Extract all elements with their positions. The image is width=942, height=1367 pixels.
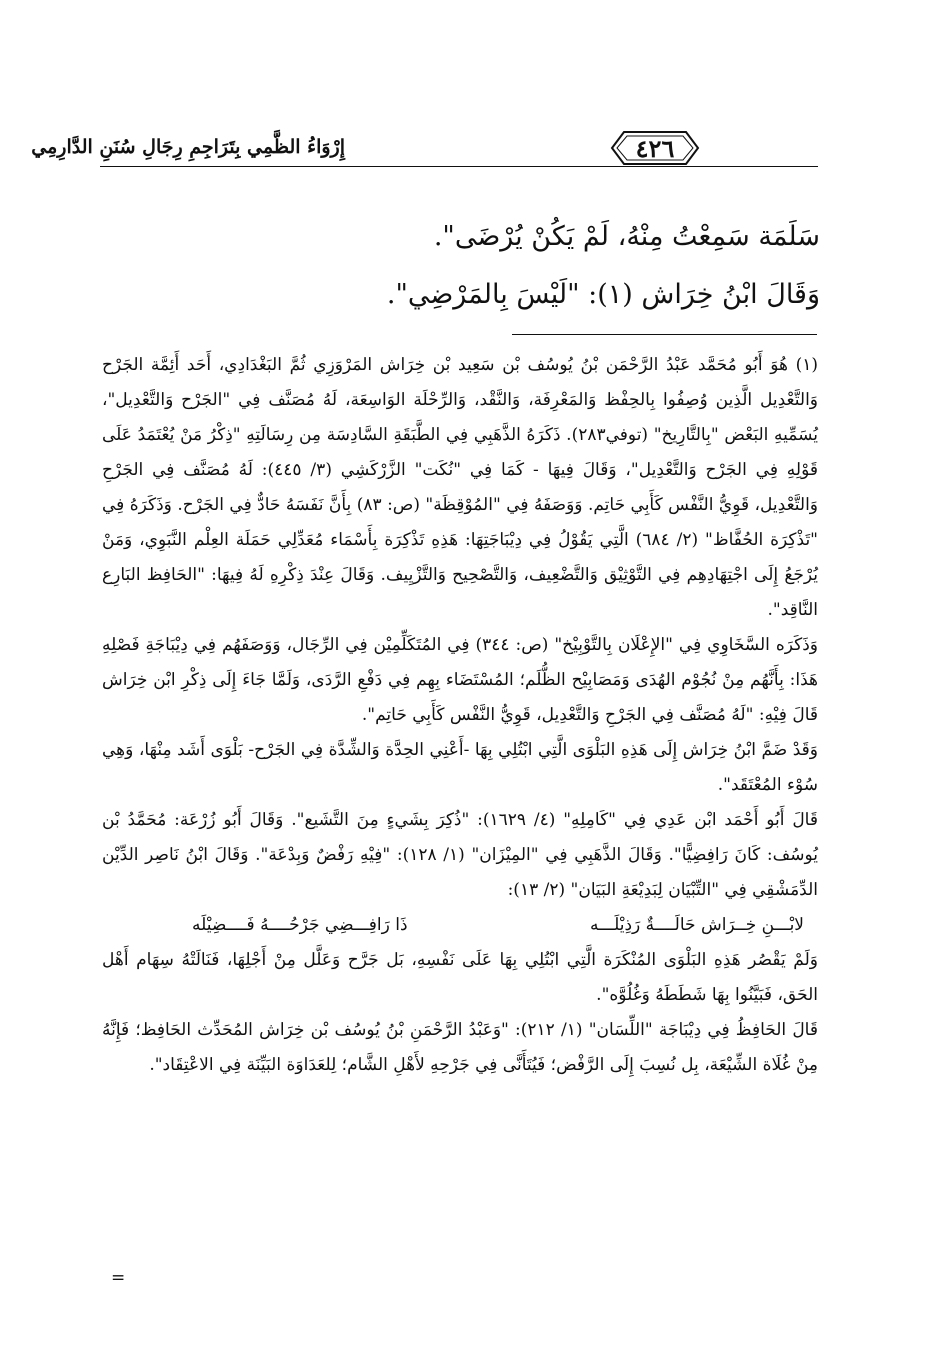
footnote-paragraph: قَالَ أَبُو أَحْمَد ابْن عَدِي فِي "كَامِلِهِ" (٤/ ١٦٢٩): "ذُكِرَ بِشَيءٍ مِنَ التَّشَيع". وَقَالَ أَبُو زُرْعَة: مُحَمَّدُ بْن يُوسُف: كَانَ رَافِضِيًّا". وَقَالَ الذَّهَبِي فِي "المِيْزَان" (١/ ١٢٨): "فِيْهِ رَفْضٌ وَبِدْعَة". وَقَالَ ابْنُ نَاصِر الدِّيْن الدِّمَشْقِي فِي "التِّبْيَان لِبَدِيْعَةِ البَيَان" (٢/ ١٣): bbox=[102, 810, 818, 900]
main-text-line: وَقَالَ ابْنُ خِرَاش (١): "لَيْسَ بِالمَرْضِي". bbox=[386, 279, 820, 310]
footnote-paragraph: وَذَكَرَه السَّخَاوِي فِي "الإِعْلَان بِالتَّوْبِيْخ" (ص: ٣٤٤) فِي المُتَكَلِّمِيْن فِي الرِّجَال، وَوَصَفَهُم فِي دِيْبَاجَةِ فَصْلِهِ هَذَا: بِأَنَّهُم مِنْ نُجُوْم الهُدَى وَمَصَابِيْح الظُّلَم؛ المُسْتَضَاء بِهِم فِي دَفْعِ الرَّدَى، وَلَمَّا جَاءَ إِلَى ذِكْرِ ابْن خِرَاش قَالَ فِيْهِ: "لَهُ مُصَنَّف فِي الجَرْحِ وَالتَّعْدِيل، قَوِيُّ النَّفْس كَأَبِي حَاتِم". bbox=[102, 635, 818, 725]
continuation-mark: = bbox=[111, 1268, 126, 1288]
page-header bbox=[31, 128, 818, 174]
poem-second-hemistich: ذَا رَافِـــضِي جَرْحُــــهُ فَــــضِيْلَه bbox=[192, 915, 408, 935]
footnote-paragraph: قَالَ الحَافِظُ فِي دِيْبَاجَة "اللِّسَان" (١/ ٢١٢): "وَعَبْدُ الرَّحْمَنِ بْنُ يُوسُف بْن خِرَاش المُحَدِّث الحَافِظ؛ فَإِنَّهُ مِنْ غُلَاة الشِّيْعَة، بِل نُسِبَ إِلَى الرَّفْض؛ فَيُتَأَنَّى فِي جَرْحِهِ لأَهْلِ الشَّام؛ لِلعَدَاوَة البَيِّنَة فِي الاعْتِقَاد". bbox=[102, 1020, 818, 1075]
poem-verse bbox=[102, 908, 818, 943]
footnote-paragraph: وَلَمْ يَقْصُر هَذِهِ البَلْوَى المُنْكَرَة الَّتِي ابْتُلِي بِهَا عَلَى نَفْسِهِ، بَل جَرَّح وَعَلَّل مِنْ أَجْلِهَا، فَنَالَتْهُ سِهَام أَهْل الحَق، فَبَيَّنُوا بِهَا شَطَطَهُ وَغُلُوَّه". bbox=[102, 950, 818, 1005]
page-number: ٤٢٦ bbox=[635, 134, 675, 163]
footnotes bbox=[102, 348, 818, 1083]
header-rule bbox=[100, 166, 818, 167]
main-text-line: سَلَمَة سَمِعْتُ مِنْهُ، لَمْ يَكُنْ يُرْضَى". bbox=[433, 221, 820, 252]
footnote-paragraph: (١) هُوَ أَبُو مُحَمَّد عَبْدُ الرَّحْمَن بْنُ يُوسُف بْن سَعِيد بْن خِرَاش المَرْوَزِي ثُمَّ البَغْدَادِي، أَحَد أَئِمَّة الجَرْح وَالتَّعْدِيل الَّذِين وُصِفُوا بِالحِفْظ وَالمَعْرِفَة، وَالنَّقْد، وَالرِّحْلَة الوَاسِعَة، لَهُ مُصَنَّف فِي "الجَرْح وَالتَّعْدِيل"، يُسَمِّيهِ البَعْض "بِالتَّارِيخ" (توفي٢٨٣). ذَكَرَهُ الذَّهَبِي فِي الطَّبَقَةِ السَّادِسَة مِن رِسَالَتِهِ "ذِكْرُ مَنْ يُعْتَمَدُ عَلَى قَوْلِهِ فِي الجَرْح وَالتَّعْدِيل"، وَقَالَ فِيهَا - كَمَا فِي "نُكَت" الزَّرْكَشِي (٣/ ٤٤٥): لَهُ مُصَنَّف فِي الجَرْحِ وَالتَّعْدِيل، قَوِيُّ النَّفْس كَأَبِي حَاتِم. وَوَصَفَهُ فِي "المُوْقِظَة" (ص: ٨٣) بِأَنَّ نَفَسَهُ حَادٌّ فِي الجَرْح. وَذَكَرَهُ فِي "تَذْكِرَة الحُفَّاظ" (٢/ ٦٨٤) الَّتِي يَقُوْلُ فِي دِيْبَاجَتِهَا: هَذِهِ تَذْكِرَة بِأَسْمَاء مُعَدِّلِي حَمَلَة العِلْم النَّبَوِي، وَمَنْ يُرْجَعُ إِلَى اجْتِهَادِهِم فِي التَّوْثِيْق وَالتَّضْعِيف، وَالتَّصْحِيح وَالتَّزْيِيف. وَقَالَ عِنْدَ ذِكْرِهِ لَهُ فِيهَا: "الحَافِظ البَارِع النَّاقِد". bbox=[102, 355, 819, 620]
page-number-badge bbox=[608, 128, 702, 168]
footnote-separator bbox=[512, 334, 817, 335]
book-title: إِرْوَاءُ الظَّمِي بِتَرَاجِمِ رِجَالِ سُنَنِ الدَّارِمِي bbox=[31, 136, 345, 158]
main-text bbox=[386, 208, 820, 324]
poem-first-hemistich: لابْـــنِ خِــرَاش حَالَــــةٌ رَذِيْلَـــه bbox=[590, 915, 804, 935]
footnote-paragraph: وَقَدْ ضَمَّ ابْنُ خِرَاش إِلَى هَذِهِ البَلْوَى الَّتِي ابْتُلِي بِهَا -أَعْنِي الحِدَّة وَالشِّدَّة فِي الجَرْح- بَلْوَى أَشَد مِنْهَا، وَهِي سُوْء المُعْتَقَد". bbox=[102, 740, 818, 795]
